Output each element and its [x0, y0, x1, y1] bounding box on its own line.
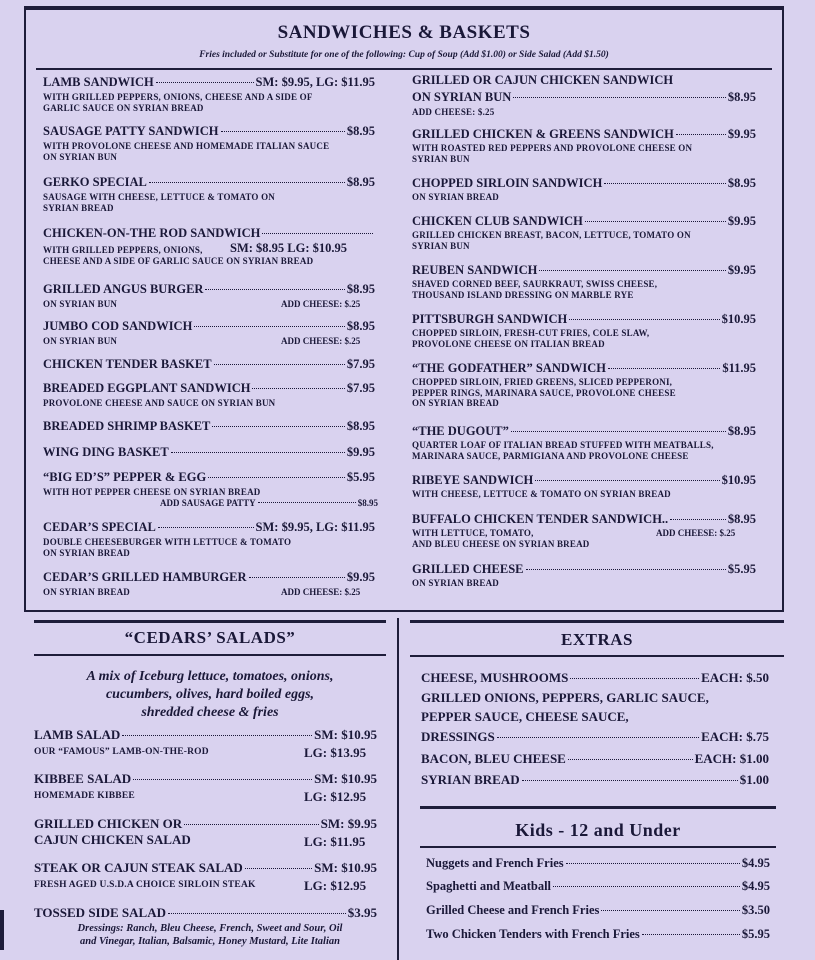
salads-intro-line: shredded cheese & fries [141, 705, 279, 720]
sandwich-item [412, 127, 756, 142]
sandwich-item-name: JUMBO COD SANDWICH [43, 319, 193, 333]
salad-item-name: GRILLED CHICKEN OR [34, 816, 183, 831]
sandwich-item-name: BREADED SHRIMP BASKET [43, 419, 211, 433]
dot-leader [171, 452, 345, 453]
dot-leader [262, 233, 373, 234]
extras-item-name: BACON, BLEU CHEESE [421, 751, 566, 766]
kids-item [426, 879, 770, 894]
dot-leader [522, 780, 738, 781]
salad-desc: CAJUN CHICKEN SALAD [34, 832, 191, 847]
sandwich-item-price: $10.95 [721, 473, 756, 487]
add-cheese-note: ADD CHEESE: $.25 [656, 528, 736, 538]
sandwich-desc: SHAVED CORNED BEEF, SAURKRAUT, SWISS CHEESE, [412, 279, 658, 289]
salad-item-name: KIBBEE SALAD [34, 771, 132, 786]
extras-item-name: DRESSINGS [421, 729, 495, 744]
dot-leader [252, 388, 344, 389]
add-cheese-note: ADD CHEESE: $.25 [281, 336, 361, 346]
extras-item-name: SYRIAN BREAD [421, 772, 520, 787]
sandwich-desc: CHOPPED SIRLOIN, FRIED GREENS, SLICED PEPPERONI, [412, 377, 673, 387]
sandwich-item-price: $7.95 [346, 357, 375, 371]
sandwich-item [412, 90, 756, 105]
salad-item-name: STEAK OR CAJUN STEAK SALAD [34, 860, 243, 875]
add-cheese-note: ADD CHEESE: $.25 [281, 587, 361, 597]
salad-item-price: SM: $9.95 [320, 816, 377, 831]
kids-title-rule [420, 846, 776, 848]
column-divider [397, 618, 399, 960]
kids-item-price: $5.95 [741, 927, 770, 941]
dot-leader [194, 326, 345, 327]
salad-large-price: LG: $13.95 [304, 745, 367, 760]
addon-item-price: $8.95 [357, 498, 378, 508]
sandwiches-subtitle: Fries included or Substitute for one of the following: Cup of Soup (Add $1.00) or Side Salad (Add $1.50) [199, 50, 609, 60]
sandwich-desc: SYRIAN BUN [412, 240, 470, 251]
sandwich-desc: ON SYRIAN BREAD [412, 398, 500, 408]
dot-leader [245, 868, 312, 869]
sandwich-item-name: CEDAR’S GRILLED HAMBURGER [43, 570, 247, 584]
sandwich-item [43, 520, 375, 535]
sandwich-item [412, 512, 756, 527]
salads-intro-line: cucumbers, olives, hard boiled eggs, [105, 687, 315, 702]
dot-leader [156, 82, 254, 83]
salads-title: “CEDARS’ SALADS” [124, 628, 296, 647]
sandwich-item [43, 357, 375, 372]
extras-item-name: CHEESE, MUSHROOMS [421, 670, 569, 685]
sandwich-item-name: SAUSAGE PATTY SANDWICH [43, 124, 219, 138]
sandwich-item-price: $8.95 [346, 319, 375, 333]
salad-item-price: SM: $10.95 [314, 860, 377, 875]
dot-leader [526, 569, 726, 570]
sandwich-item-name: GRILLED ANGUS BURGER [43, 282, 204, 296]
salad-desc: OUR “FAMOUS” LAMB-ON-THE-ROD [34, 747, 209, 757]
dot-leader [258, 502, 356, 503]
extras-item [421, 772, 769, 788]
sandwich-desc: DOUBLE CHEESEBURGER WITH LETTUCE & TOMATO [43, 537, 292, 547]
sandwich-desc: WITH GRILLED PEPPERS, ONIONS, CHEESE AND A SIDE OF [43, 92, 313, 102]
extras-item-price: EACH: $.50 [701, 670, 769, 685]
dot-leader [570, 678, 699, 679]
sandwich-item-price: $9.95 [727, 127, 756, 141]
sandwich-item-name: “BIG ED’S” PEPPER & EGG [43, 470, 207, 484]
kids-item-name: Grilled Cheese and French Fries [426, 903, 600, 917]
dot-leader [601, 910, 740, 911]
dot-leader [221, 131, 345, 132]
sandwich-item [43, 470, 375, 485]
sandwich-item [43, 175, 375, 190]
addon-item-name: ADD SAUSAGE PATTY [160, 498, 256, 508]
salad-item-price: SM: $10.95 [314, 727, 377, 742]
sandwich-item-name: REUBEN SANDWICH [412, 263, 538, 277]
sandwich-item-price: $8.95 [346, 124, 375, 138]
sandwich-item-name: CHICKEN TENDER BASKET [43, 357, 212, 371]
sandwich-desc: ON SYRIAN BREAD [412, 192, 500, 202]
dot-leader [205, 289, 344, 290]
dot-leader [539, 270, 726, 271]
kids-item [426, 856, 770, 871]
salad-item [34, 860, 377, 876]
sandwich-inline-price: SM: $8.95 LG: $10.95 [230, 241, 348, 255]
sandwich-item [43, 319, 375, 334]
sandwich-item-price: $8.95 [727, 424, 756, 438]
salad-large-price: LG: $12.95 [304, 789, 367, 804]
dot-leader [604, 183, 726, 184]
sandwich-desc: ON SYRIAN BREAD [43, 587, 131, 597]
sandwich-item-price: $9.95 [727, 214, 756, 228]
sandwich-item [43, 124, 375, 139]
kids-item-name: Spaghetti and Meatball [426, 879, 552, 893]
sandwich-desc: QUARTER LOAF OF ITALIAN BREAD STUFFED WITH MEATBALLS, [412, 440, 714, 450]
sandwich-desc: ON SYRIAN BUN [43, 151, 118, 162]
dot-leader [513, 97, 726, 98]
add-cheese-note: ADD CHEESE: $.25 [281, 299, 361, 309]
sandwich-item-name: CEDAR’S SPECIAL [43, 520, 156, 534]
dot-leader [676, 134, 726, 135]
sandwich-item-name: ON SYRIAN BUN [412, 90, 512, 104]
dot-leader [149, 182, 345, 183]
sandwich-item-name: CHICKEN-ON-THE ROD SANDWICH [43, 226, 261, 240]
left-edge-bar [0, 910, 4, 950]
extras-item [421, 729, 769, 745]
salads-intro [34, 668, 386, 722]
kids-item-price: $4.95 [741, 856, 770, 870]
sandwich-item [43, 282, 375, 297]
sandwich-item-price: $8.95 [727, 512, 756, 526]
dot-leader [511, 431, 726, 432]
sandwich-item [412, 473, 756, 488]
sandwich-desc: ON SYRIAN BREAD [43, 547, 131, 558]
sandwich-item-price: $9.95 [346, 570, 375, 584]
sandwich-desc: SAUSAGE WITH CHEESE, LETTUCE & TOMATO ON [43, 192, 275, 202]
sandwich-item [43, 570, 375, 585]
sandwich-item-name: PITTSBURGH SANDWICH [412, 312, 568, 326]
salads-top-rule [34, 620, 386, 623]
sandwich-item-name: CHICKEN CLUB SANDWICH [412, 214, 583, 228]
sandwich-item [412, 176, 756, 191]
sandwich-item-name: “THE DUGOUT” [412, 424, 509, 438]
sandwich-item-name: “THE GODFATHER” SANDWICH [412, 361, 607, 375]
sandwich-item-name: RIBEYE SANDWICH [412, 473, 534, 487]
sandwich-desc: PEPPER RINGS, MARINARA SAUCE, PROVOLONE CHEESE [412, 387, 676, 398]
sandwich-desc: SYRIAN BREAD [43, 202, 114, 213]
sandwich-item-price: SM: $9.95, LG: $11.95 [255, 75, 375, 89]
sandwich-item-name: BREADED EGGPLANT SANDWICH [43, 381, 251, 395]
sandwich-desc: ON SYRIAN BREAD [412, 578, 500, 588]
extras-item-price: EACH: $.75 [701, 729, 769, 744]
dot-leader [168, 913, 346, 914]
dot-leader [214, 364, 345, 365]
salad-desc: FRESH AGED U.S.D.A CHOICE SIRLOIN STEAK [34, 880, 256, 890]
sandwich-item [412, 214, 756, 229]
sandwich-item-price: $8.95 [346, 175, 375, 189]
sandwich-desc: GARLIC SAUCE ON SYRIAN BREAD [43, 102, 204, 113]
extras-item [421, 751, 769, 767]
sandwich-desc: AND BLEU CHEESE ON SYRIAN BREAD [412, 538, 590, 549]
sandwich-desc: WITH HOT PEPPER CHEESE ON SYRIAN BREAD [43, 487, 261, 497]
salad-large-price: LG: $11.95 [304, 834, 366, 849]
sandwich-item-name: GERKO SPECIAL [43, 175, 147, 189]
dot-leader [608, 368, 720, 369]
sandwich-item-name: GRILLED CHICKEN & GREENS SANDWICH [412, 127, 674, 141]
sandwich-item-name: LAMB SANDWICH [43, 75, 154, 89]
sandwich-item-price: $11.95 [722, 361, 756, 375]
sandwich-desc: WITH ROASTED RED PEPPERS AND PROVOLONE CHEESE ON [412, 143, 693, 153]
sandwich-item [412, 263, 756, 278]
sandwich-desc: SYRIAN BUN [412, 153, 470, 164]
dot-leader [566, 863, 740, 864]
sandwich-desc: WITH LETTUCE, TOMATO, [412, 528, 534, 538]
dressings-line: and Vinegar, Italian, Balsamic, Honey Mustard, Lite Italian [80, 936, 340, 947]
sandwich-desc: CHOPPED SIRLOIN, FRESH-CUT FRIES, COLE SLAW, [412, 328, 650, 338]
sandwich-item-price: $9.95 [346, 445, 375, 459]
sandwich-item-name: GRILLED OR CAJUN CHICKEN SANDWICH [412, 73, 674, 87]
dot-leader [122, 735, 312, 736]
sandwich-desc: WITH PROVOLONE CHEESE AND HOMEMADE ITALIAN SAUCE [43, 141, 330, 151]
extras-title: EXTRAS [561, 630, 633, 649]
sandwich-item [412, 562, 756, 577]
sandwich-item-price: $9.95 [727, 263, 756, 277]
sandwich-item [43, 445, 375, 460]
dot-leader [133, 779, 312, 780]
kids-item-price: $3.50 [741, 903, 770, 917]
sandwich-desc: ON SYRIAN BUN [43, 336, 118, 346]
tossed-salad-item [34, 905, 377, 921]
salad-item [34, 816, 377, 832]
sandwich-desc: GRILLED CHICKEN BREAST, BACON, LETTUCE, TOMATO ON [412, 230, 691, 240]
sandwich-item [43, 381, 375, 396]
kids-item [426, 903, 770, 918]
sandwich-item-name: CHOPPED SIRLOIN SANDWICH [412, 176, 603, 190]
dot-leader [535, 480, 719, 481]
salads-intro-line: A mix of Iceburg lettuce, tomatoes, onions, [86, 669, 334, 684]
sandwich-item-price: $10.95 [721, 312, 756, 326]
sandwich-desc: ON SYRIAN BUN [43, 299, 118, 309]
salad-item [34, 727, 377, 743]
title-divider [36, 68, 772, 70]
dot-leader [568, 759, 693, 760]
extras-item-price: EACH: $1.00 [694, 751, 769, 766]
sandwich-item-price: $8.95 [346, 282, 375, 296]
salads-title-rule [34, 654, 386, 656]
sandwich-item-price: $7.95 [346, 381, 375, 395]
extras-title-rule [410, 655, 784, 657]
dot-leader [208, 477, 345, 478]
salad-large-price: LG: $12.95 [304, 878, 367, 893]
sandwich-desc: WITH GRILLED PEPPERS, ONIONS, [43, 245, 203, 255]
sandwich-desc: THOUSAND ISLAND DRESSING ON MARBLE RYE [412, 289, 634, 300]
sandwich-item-price: SM: $9.95, LG: $11.95 [255, 520, 375, 534]
kids-item [426, 927, 770, 942]
sandwich-item [412, 312, 756, 327]
tossed-salad-item-name: TOSSED SIDE SALAD [34, 905, 166, 920]
sandwich-desc: PROVOLONE CHEESE AND SAUCE ON SYRIAN BUN [43, 398, 276, 408]
sandwich-item-name: WING DING BASKET [43, 445, 169, 459]
sandwich-item [412, 361, 756, 376]
sandwich-item-price: $8.95 [727, 90, 756, 104]
sandwich-desc: WITH CHEESE, LETTUCE & TOMATO ON SYRIAN BREAD [412, 489, 671, 499]
salad-item [34, 771, 377, 787]
dot-leader [184, 824, 319, 825]
sandwich-item-name: BUFFALO CHICKEN TENDER SANDWICH.. [412, 512, 669, 526]
sandwich-item [43, 75, 375, 90]
extras-item: GRILLED ONIONS, PEPPERS, GARLIC SAUCE, [421, 690, 709, 705]
kids-top-rule [420, 806, 776, 809]
sandwich-item-price: $5.95 [346, 470, 375, 484]
sandwich-item [412, 424, 756, 439]
sandwich-desc: CHEESE AND A SIDE OF GARLIC SAUCE ON SYRIAN BREAD [43, 256, 314, 266]
sandwich-item-price: $8.95 [346, 419, 375, 433]
dot-leader [670, 519, 726, 520]
sandwiches-title: SANDWICHES & BASKETS [277, 22, 531, 43]
dressings-line: Dressings: Ranch, Bleu Cheese, French, Sweet and Sour, Oil [77, 923, 343, 934]
dot-leader [642, 934, 740, 935]
sandwich-desc: ADD CHEESE: $.25 [412, 107, 495, 117]
salad-desc: HOMEMADE KIBBEE [34, 791, 135, 801]
addon-item [160, 498, 378, 508]
dot-leader [158, 527, 254, 528]
kids-item-price: $4.95 [741, 879, 770, 893]
dot-leader [569, 319, 719, 320]
extras-top-rule [410, 620, 784, 623]
dot-leader [585, 221, 726, 222]
kids-item-name: Nuggets and French Fries [426, 856, 564, 870]
extras-item: PEPPER SAUCE, CHEESE SAUCE, [421, 709, 629, 724]
dot-leader [249, 577, 345, 578]
kids-title: Kids - 12 and Under [515, 820, 681, 840]
kids-item-name: Two Chicken Tenders with French Fries [426, 927, 640, 941]
sandwich-item-price: $5.95 [727, 562, 756, 576]
sandwich-desc: MARINARA SAUCE, PARMIGIANA AND PROVOLONE CHEESE [412, 450, 689, 461]
dot-leader [553, 886, 740, 887]
tossed-salad-item-price: $3.95 [347, 905, 377, 920]
extras-item-price: $1.00 [739, 772, 769, 787]
sandwich-item [43, 226, 375, 241]
sandwich-item-price: $8.95 [727, 176, 756, 190]
salad-item-name: LAMB SALAD [34, 727, 121, 742]
sandwich-item [43, 419, 375, 434]
salad-item-price: SM: $10.95 [314, 771, 377, 786]
sandwich-item-name: GRILLED CHEESE [412, 562, 524, 576]
sandwich-desc: PROVOLONE CHEESE ON ITALIAN BREAD [412, 338, 605, 349]
dot-leader [497, 737, 699, 738]
extras-item [421, 670, 769, 686]
dot-leader [212, 426, 344, 427]
